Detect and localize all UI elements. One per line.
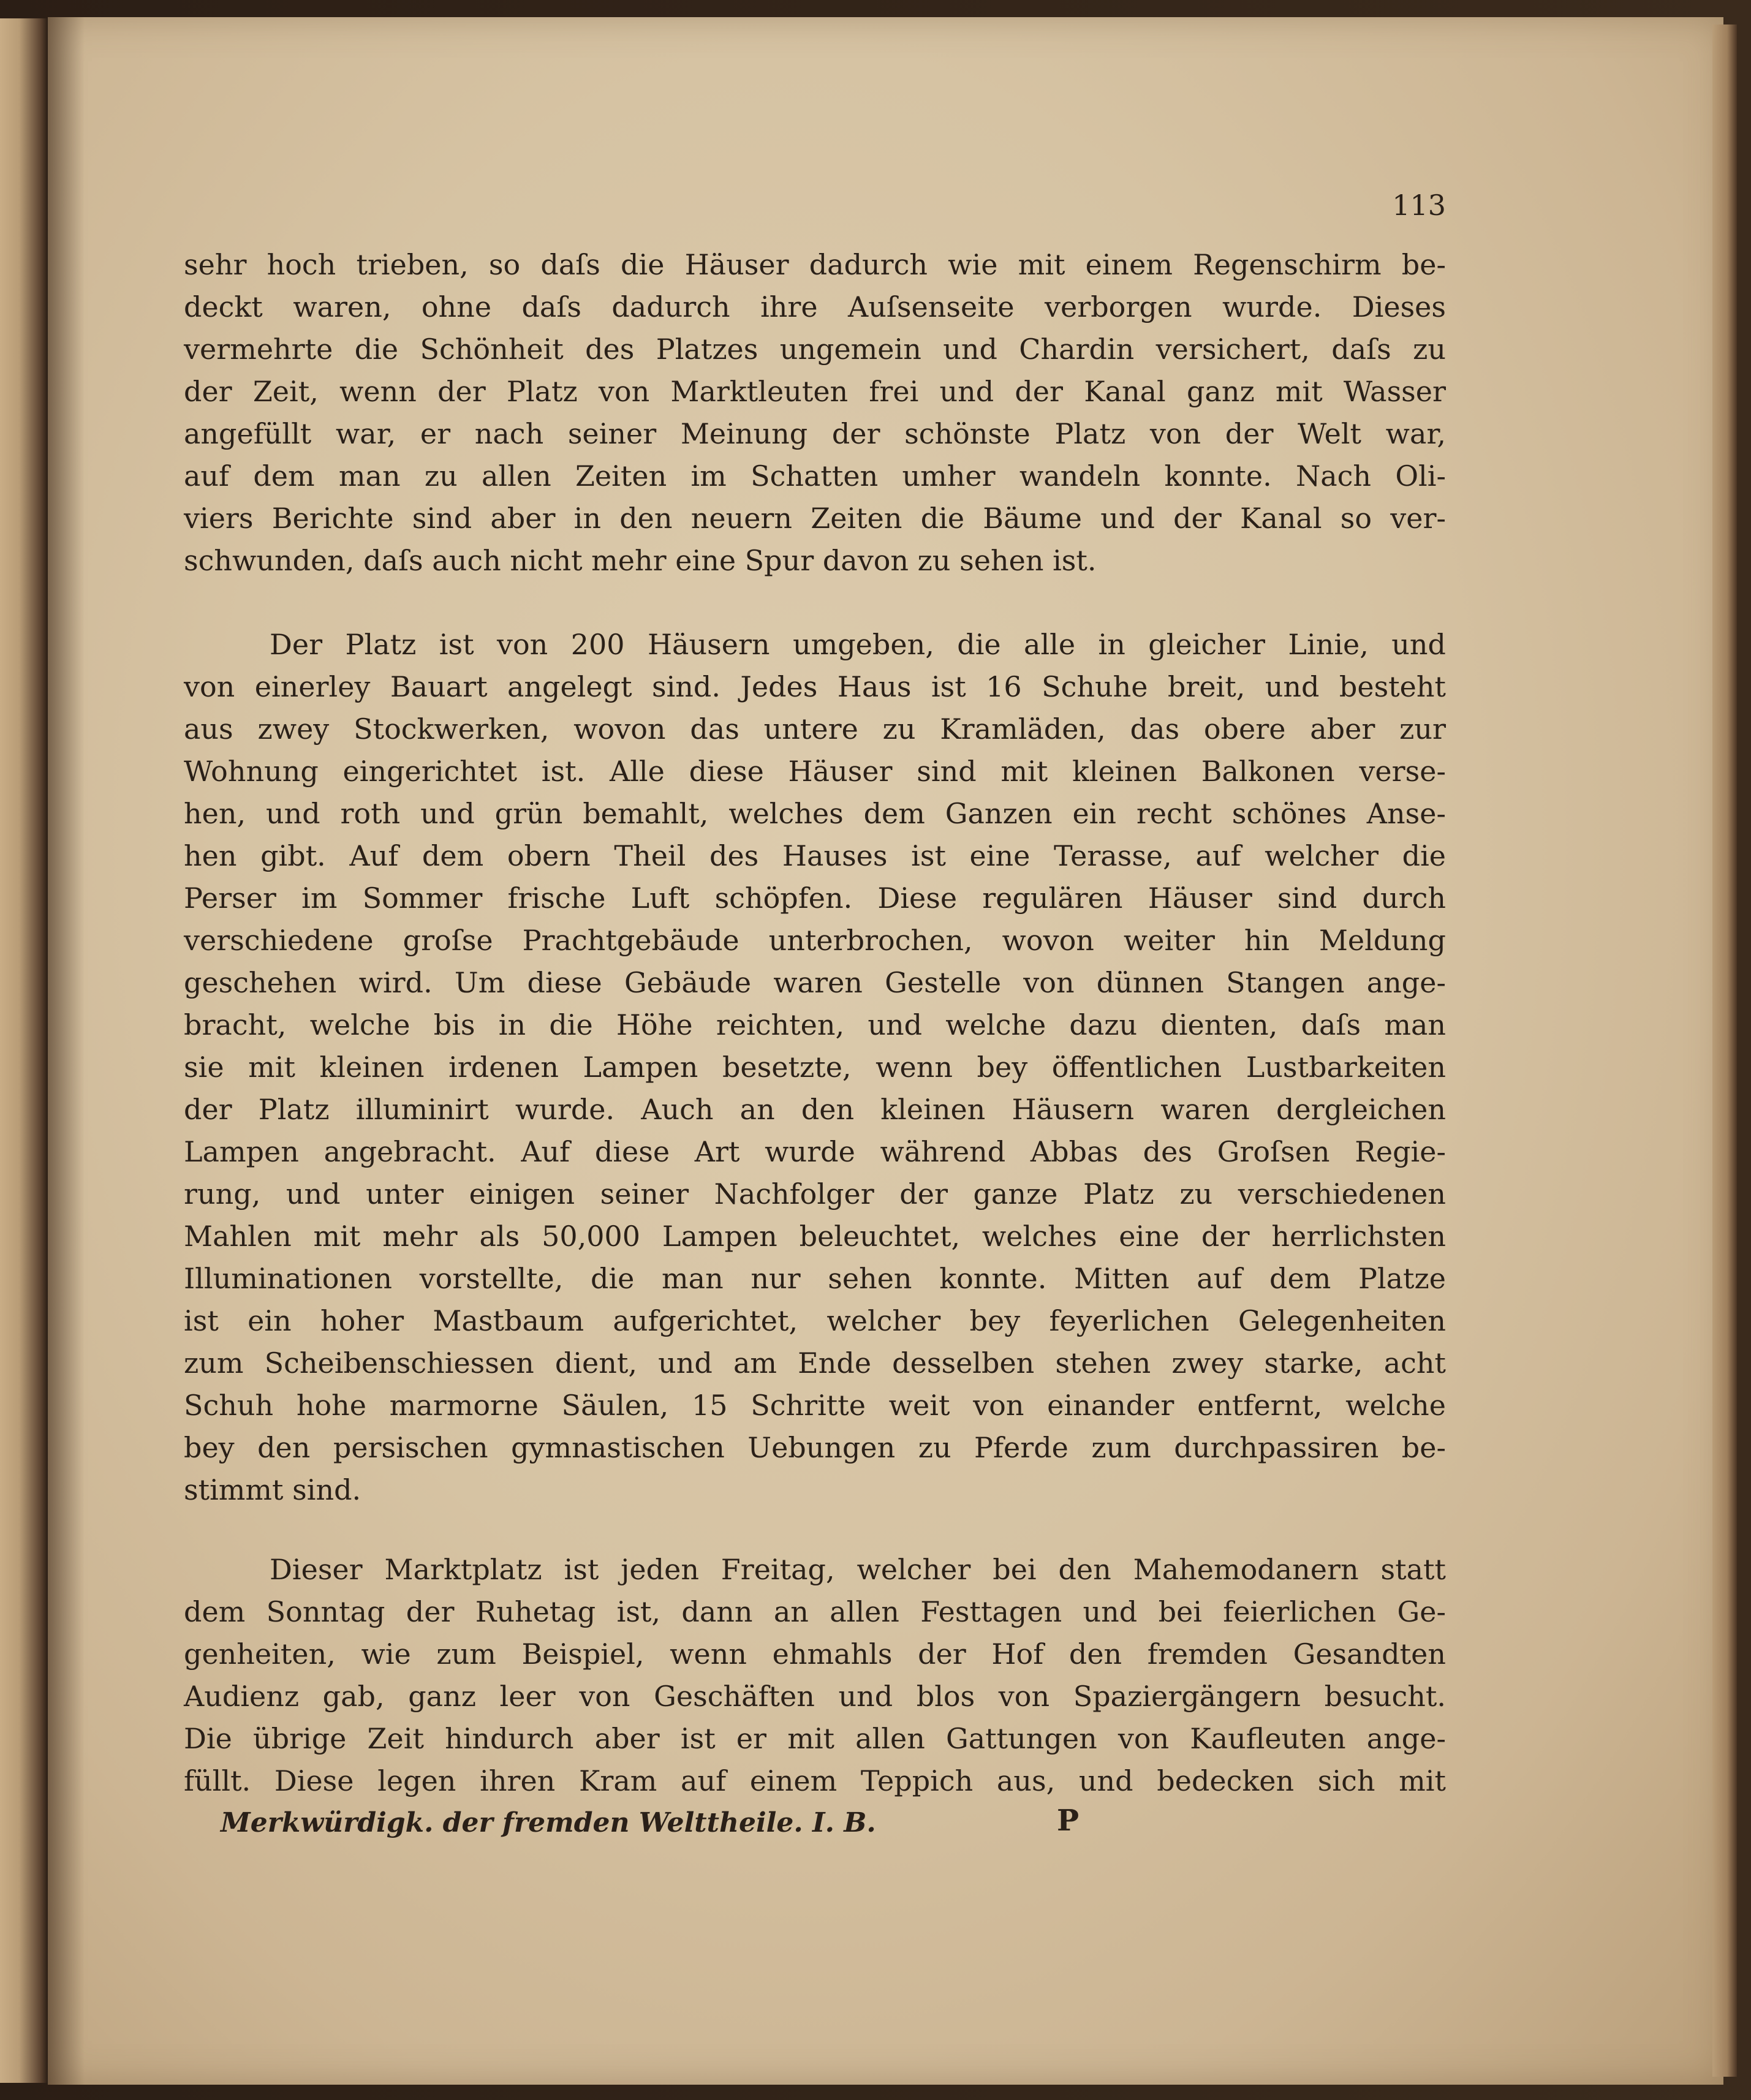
paragraph-2: [184, 624, 1446, 1511]
text-line: der Zeit, wenn der Platz von Marktleuten frei und der Kanal ganz mit Wasser: [184, 375, 1446, 408]
text-line: genheiten, wie zum Beispiel, wenn ehmahls der Hof den fremden Gesandten: [184, 1637, 1446, 1671]
text-line: angefüllt war, er nach seiner Meinung der schönste Platz von der Welt war,: [184, 417, 1446, 450]
text-line: hen, und roth und grün bemahlt, welches dem Ganzen ein recht schönes Anse-: [184, 797, 1446, 830]
page-stack-edge: [1712, 25, 1737, 2077]
text-line: stimmt sind.: [184, 1473, 361, 1506]
text-line: Die übrige Zeit hindurch aber ist er mit allen Gattungen von Kaufleuten ange-: [184, 1722, 1446, 1755]
text-line: der Platz illuminirt wurde. Auch an den kleinen Häusern waren dergleichen: [184, 1093, 1446, 1126]
text-line: deckt waren, ohne daſs dadurch ihre Auſsenseite verborgen wurde. Dieses: [184, 290, 1446, 323]
text-line: Schuh hohe marmorne Säulen, 15 Schritte weit von einander entfernt, welche: [184, 1389, 1446, 1422]
paragraph-1: [184, 244, 1446, 582]
text-line: dem Sonntag der Ruhetag ist, dann an allen Festtagen und bei feierlichen Ge-: [184, 1595, 1446, 1628]
text-line: viers Berichte sind aber in den neuern Zeiten die Bäume und der Kanal so ver-: [184, 502, 1446, 535]
text-line: auf dem man zu allen Zeiten im Schatten umher wandeln konnte. Nach Oli-: [184, 459, 1446, 493]
gutter-shadow: [48, 17, 85, 2085]
text-line: bey den persischen gymnastischen Uebungen zu Pferde zum durchpassiren be-: [184, 1431, 1446, 1464]
text-line: ist ein hoher Mastbaum aufgerichtet, welcher bey feyerlichen Gelegenheiten: [184, 1304, 1446, 1337]
text-line: vermehrte die Schönheit des Platzes ungemein und Chardin versichert, daſs zu: [184, 333, 1446, 366]
text-line: füllt. Diese legen ihren Kram auf einem Teppich aus, und bedecken sich mit: [184, 1764, 1446, 1797]
text-line: Dieser Marktplatz ist jeden Freitag, welcher bei den Mahemodanern statt: [270, 1553, 1446, 1586]
text-line: verschiedene groſse Prachtgebäude unterbrochen, wovon weiter hin Meldung: [184, 924, 1446, 957]
text-line: sie mit kleinen irdenen Lampen besetzte, wenn bey öffentlichen Lustbarkeiten: [184, 1051, 1446, 1084]
text-line: Der Platz ist von 200 Häusern umgeben, die alle in gleicher Linie, und: [270, 628, 1446, 661]
running-footer-title: Merkwürdigk. der fremden Welttheile. I. B.: [221, 1807, 876, 1838]
text-line: Mahlen mit mehr als 50,000 Lampen beleuchtet, welches eine der herrlichsten: [184, 1220, 1446, 1253]
text-line: Wohnung eingerichtet ist. Alle diese Häuser sind mit kleinen Balkonen verse-: [184, 755, 1446, 788]
signature-mark: P: [1057, 1804, 1080, 1838]
text-line: Perser im Sommer frische Luft schöpfen. Diese regulären Häuser sind durch: [184, 882, 1446, 915]
text-line: zum Scheibenschiessen dient, und am Ende desselben stehen zwey starke, acht: [184, 1346, 1446, 1380]
text-line: sehr hoch trieben, so daſs die Häuser dadurch wie mit einem Regenschirm be-: [184, 248, 1446, 281]
text-line: Lampen angebracht. Auf diese Art wurde während Abbas des Groſsen Regie-: [184, 1135, 1446, 1168]
text-line: bracht, welche bis in die Höhe reichten, und welche dazu dienten, daſs man: [184, 1008, 1446, 1041]
text-line: hen gibt. Auf dem obern Theil des Hauses ist eine Terasse, auf welcher die: [184, 839, 1446, 872]
text-line: von einerley Bauart angelegt sind. Jedes Haus ist 16 Schuhe breit, und besteht: [184, 670, 1446, 703]
previous-page-edge: [0, 18, 48, 2083]
text-line: rung, und unter einigen seiner Nachfolger der ganze Platz zu verschiedenen: [184, 1177, 1446, 1211]
text-line: schwunden, daſs auch nicht mehr eine Spur davon zu sehen ist.: [184, 544, 1097, 577]
text-line: Audienz gab, ganz leer von Geschäften und blos von Spaziergängern besucht.: [184, 1680, 1446, 1713]
text-line: Illuminationen vorstellte, die man nur sehen konnte. Mitten auf dem Platze: [184, 1262, 1446, 1295]
paragraph-3: [184, 1549, 1446, 1802]
text-line: aus zwey Stockwerken, wovon das untere zu Kramläden, das obere aber zur: [184, 712, 1446, 746]
page-number: 113: [1392, 189, 1446, 222]
text-line: geschehen wird. Um diese Gebäude waren Gestelle von dünnen Stangen ange-: [184, 966, 1446, 999]
